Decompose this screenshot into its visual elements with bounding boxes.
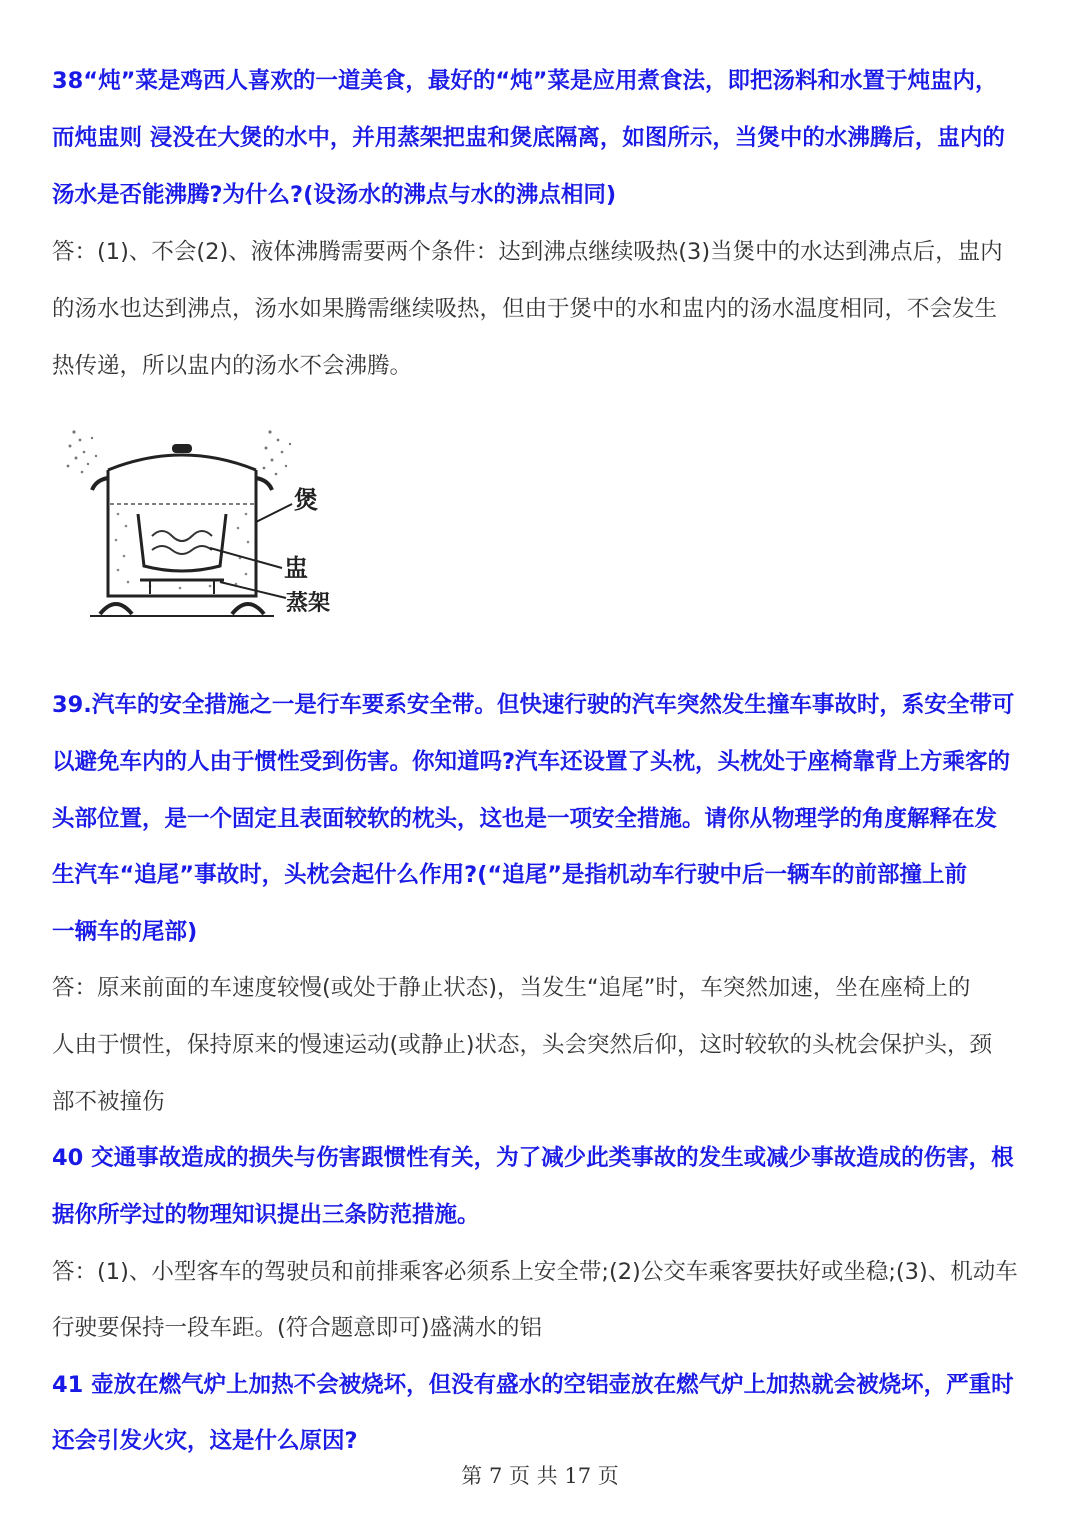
q39-answer-line-2: 人由于惯性，保持原来的慢速运动(或静止)状态，头会突然后仰，这时较软的头枕会保护头，颈 <box>52 1032 993 1058</box>
pot-water <box>115 513 250 590</box>
pot-handle-right <box>256 478 272 490</box>
label-cup: 盅 <box>284 554 308 582</box>
q41-line-2: 还会引发火灾，这是什么原因? <box>52 1428 358 1454</box>
burner-left <box>100 604 132 614</box>
q39-line-5: 一辆车的尾部) <box>52 919 198 945</box>
leader-pot <box>256 504 292 522</box>
q40-line-1: 40 交通事故造成的损失与伤害跟惯性有关，为了减少此类事故的发生或减少事故造成的伤害，根 <box>52 1145 1014 1171</box>
steam-left <box>67 430 98 473</box>
stew-pot-figure <box>60 418 350 628</box>
q39-line-2: 以避免车内的人由于惯性受到伤害。你知道吗?汽车还设置了头枕，头枕处于座椅靠背上方乘客的 <box>52 749 1011 775</box>
q39-answer-line-3: 部不被撞伤 <box>52 1089 165 1115</box>
q40-answer-line-1: 答：(1)、小型客车的驾驶员和前排乘客必须系上安全带;(2)公交车乘客要扶好或坐稳;(3)、机动车 <box>52 1259 1018 1285</box>
q39-line-1: 39.汽车的安全措施之一是行车要系安全带。但快速行驶的汽车突然发生撞车事故时，系安全带可 <box>52 692 1015 718</box>
page-footer: 第 7 页 共 17 页 <box>461 1464 619 1488</box>
pot-lid <box>108 455 256 470</box>
cup-food <box>152 531 212 541</box>
burner-right <box>232 604 264 614</box>
q38-line-2: 而炖盅则 浸没在大煲的水中，并用蒸架把盅和煲底隔离，如图所示，当煲中的水沸腾后，盅内的 <box>52 125 1005 151</box>
q39-line-3: 头部位置，是一个固定且表面较软的枕头，这也是一项安全措施。请你从物理学的角度解释在发 <box>52 806 998 832</box>
cup-food-2 <box>152 546 212 554</box>
label-pot: 煲 <box>294 486 318 514</box>
q40-answer-line-2: 行驶要保持一段车距。(符合题意即可)盛满水的铝 <box>52 1315 543 1341</box>
pot-handle-left <box>92 478 108 490</box>
q38-line-1: 38“炖”菜是鸡西人喜欢的一道美食，最好的“炖”菜是应用煮食法，即把汤料和水置于炖盅内， <box>52 68 998 94</box>
q38-answer-line-1: 答：(1)、不会(2)、液体沸腾需要两个条件：达到沸点继续吸热(3)当煲中的水达到沸点后，盅内 <box>52 239 1003 265</box>
lid-knob <box>172 444 192 453</box>
q38-line-3: 汤水是否能沸腾?为什么?(设汤水的沸点与水的沸点相同) <box>52 182 617 208</box>
label-rack: 蒸架 <box>286 591 331 616</box>
pot-body <box>108 470 256 596</box>
q39-line-4: 生汽车“追尾”事故时，头枕会起什么作用?(“追尾”是指机动车行驶中后一辆车的前部撞上前 <box>52 862 967 888</box>
q40-line-2: 据你所学过的物理知识提出三条防范措施。 <box>52 1202 480 1228</box>
q39-answer-line-1: 答：原来前面的车速度较慢(或处于静止状态)，当发生“追尾”时，车突然加速，坐在座椅上的 <box>52 975 971 1001</box>
steam-right <box>263 430 292 475</box>
q38-answer-line-2: 的汤水也达到沸点，汤水如果腾需继续吸热，但由于煲中的水和盅内的汤水温度相同，不会发生 <box>52 296 998 322</box>
q38-answer-line-3: 热传递，所以盅内的汤水不会沸腾。 <box>52 353 413 379</box>
inner-cup <box>138 514 226 571</box>
q41-line-1: 41 壶放在燃气炉上加热不会被烧坏，但没有盛水的空铝壶放在燃气炉上加热就会被烧坏，严重时 <box>52 1372 1014 1398</box>
